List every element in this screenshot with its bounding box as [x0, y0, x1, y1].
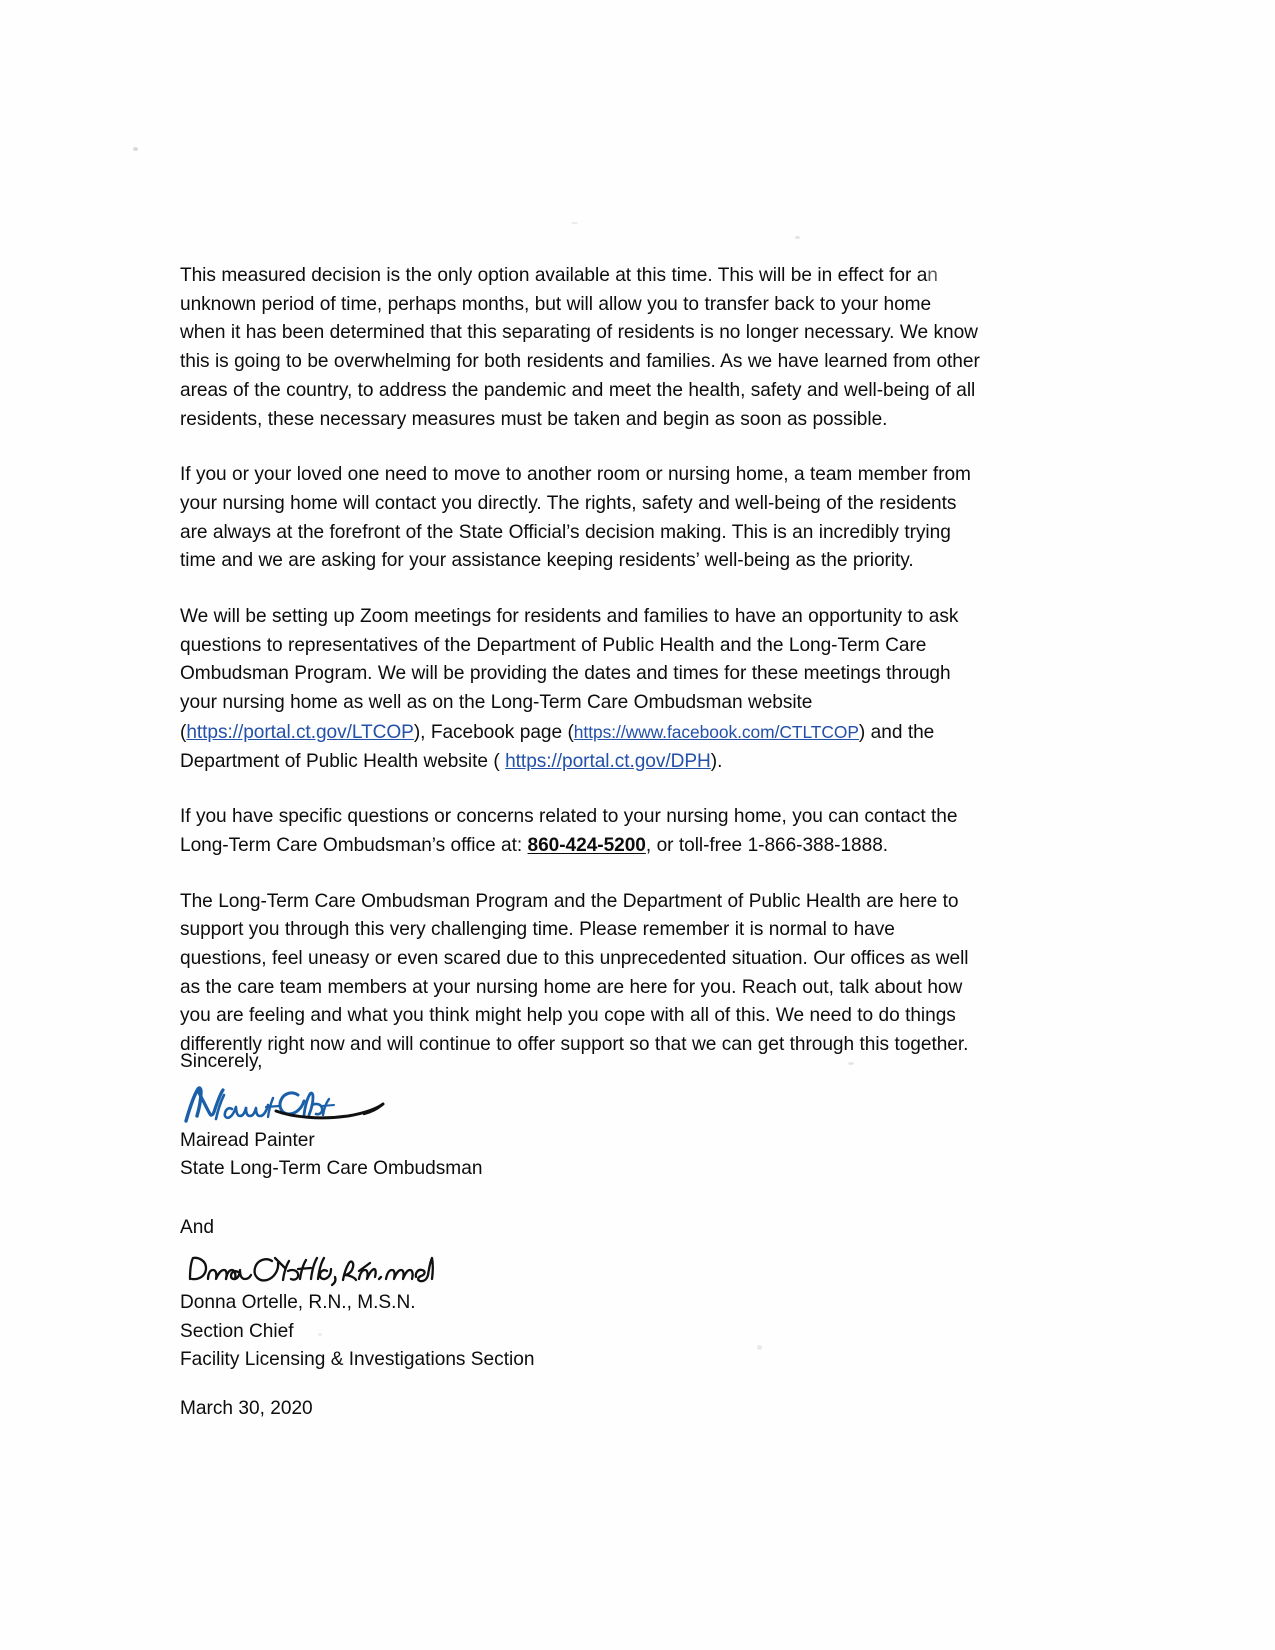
paragraph-3	[180, 603, 980, 776]
paragraph-1-faded-tail: n	[927, 265, 938, 286]
paragraph-3-tail: ).	[710, 750, 723, 772]
signer-1-name: Mairead Painter	[180, 1129, 315, 1151]
signature-donna-ortelle	[180, 1249, 800, 1289]
closing-spacer	[180, 1184, 800, 1214]
letter-date: March 30, 2020	[180, 1397, 313, 1419]
salutation: Sincerely,	[180, 1051, 263, 1072]
signer-2-name: Donna Ortelle, R.N., M.S.N.	[180, 1291, 416, 1313]
signer-2-section: Facility Licensing & Investigations Section	[180, 1349, 535, 1371]
paragraph-4-tail: , or toll-free 1-866-388-1888.	[645, 834, 889, 856]
scan-speckle	[795, 236, 800, 239]
signer-2-title: Section Chief	[180, 1320, 294, 1342]
scan-speckle	[848, 1062, 854, 1065]
scan-speckle	[133, 147, 138, 151]
paragraph-3-mid: ), Facebook page (	[413, 721, 574, 743]
paragraph-1-lead: This measured decision is the only option available at this time. This will be in effect for a	[180, 265, 928, 286]
link-facebook-page[interactable]: https://www.facebook.com/CTLTCOP	[573, 721, 859, 742]
paragraph-2: If you or your loved one need to move to another room or nursing home, a team member from your nursing home will contact you directly. The rights, safety and well-being of the residents are always at the forefront of the State Official’s decision making. This is an incredibly trying time and we are asking for your assistance keeping residents’ well-being as the priority.	[180, 464, 971, 572]
conjunction-and: And	[180, 1217, 214, 1239]
date-spacer	[180, 1375, 800, 1395]
paragraph-4	[180, 803, 980, 860]
link-dph-website[interactable]: https://portal.ct.gov/DPH	[505, 750, 711, 772]
link-ltcop-website[interactable]: https://portal.ct.gov/LTCOP	[186, 721, 414, 743]
paragraph-1-rest: unknown period of time, perhaps months, but will allow you to transfer back to your home when it has been determined that this separating of residents is no longer necessary. We know this is going to be overwhelming for both residents and families. As we have learned from other areas of the country, to address the pandemic and meet the health, safety and well-being of all residents, these necessary measures must be taken and begin as soon as possible.	[180, 293, 980, 430]
paragraph-3-lead: We will be setting up Zoom meetings for residents and families to have an opportunity to ask questions to representatives of the Department of Public Health and the Long-Term Care Ombudsman Program. We will be providing the dates and times for these meetings through your nursing home as well as on the Long-Term Care Ombudsman website (	[180, 606, 959, 743]
paragraph-1	[180, 262, 980, 434]
signer-1-title: State Long-Term Care Ombudsman	[180, 1158, 483, 1180]
paragraph-4-lead: If you have specific questions or concerns related to your nursing home, you can contact the Long-Term Care Ombudsman’s office at:	[180, 806, 958, 856]
ombudsman-phone-number[interactable]: 860-424-5200	[527, 834, 646, 856]
closing-block	[180, 1048, 800, 1424]
signature-mairead-painter	[180, 1081, 800, 1125]
paragraph-5: The Long-Term Care Ombudsman Program and the Department of Public Health are here to support you through this very challenging time. Please remember it is normal to have questions, feel uneasy or even scared due to this unprecedented situation. Our offices as well as the care team members at your nursing home are here for you. Reach out, talk about how you are feeling and what you think might help you cope with all of this. We need to do things differently right now and will continue to offer support so that we can get through this together.	[180, 890, 969, 1056]
paragraph-3-mid2: ) and the Department of Public Health website (	[180, 721, 935, 772]
scan-speckle	[571, 222, 578, 224]
letter-body	[180, 262, 980, 1060]
